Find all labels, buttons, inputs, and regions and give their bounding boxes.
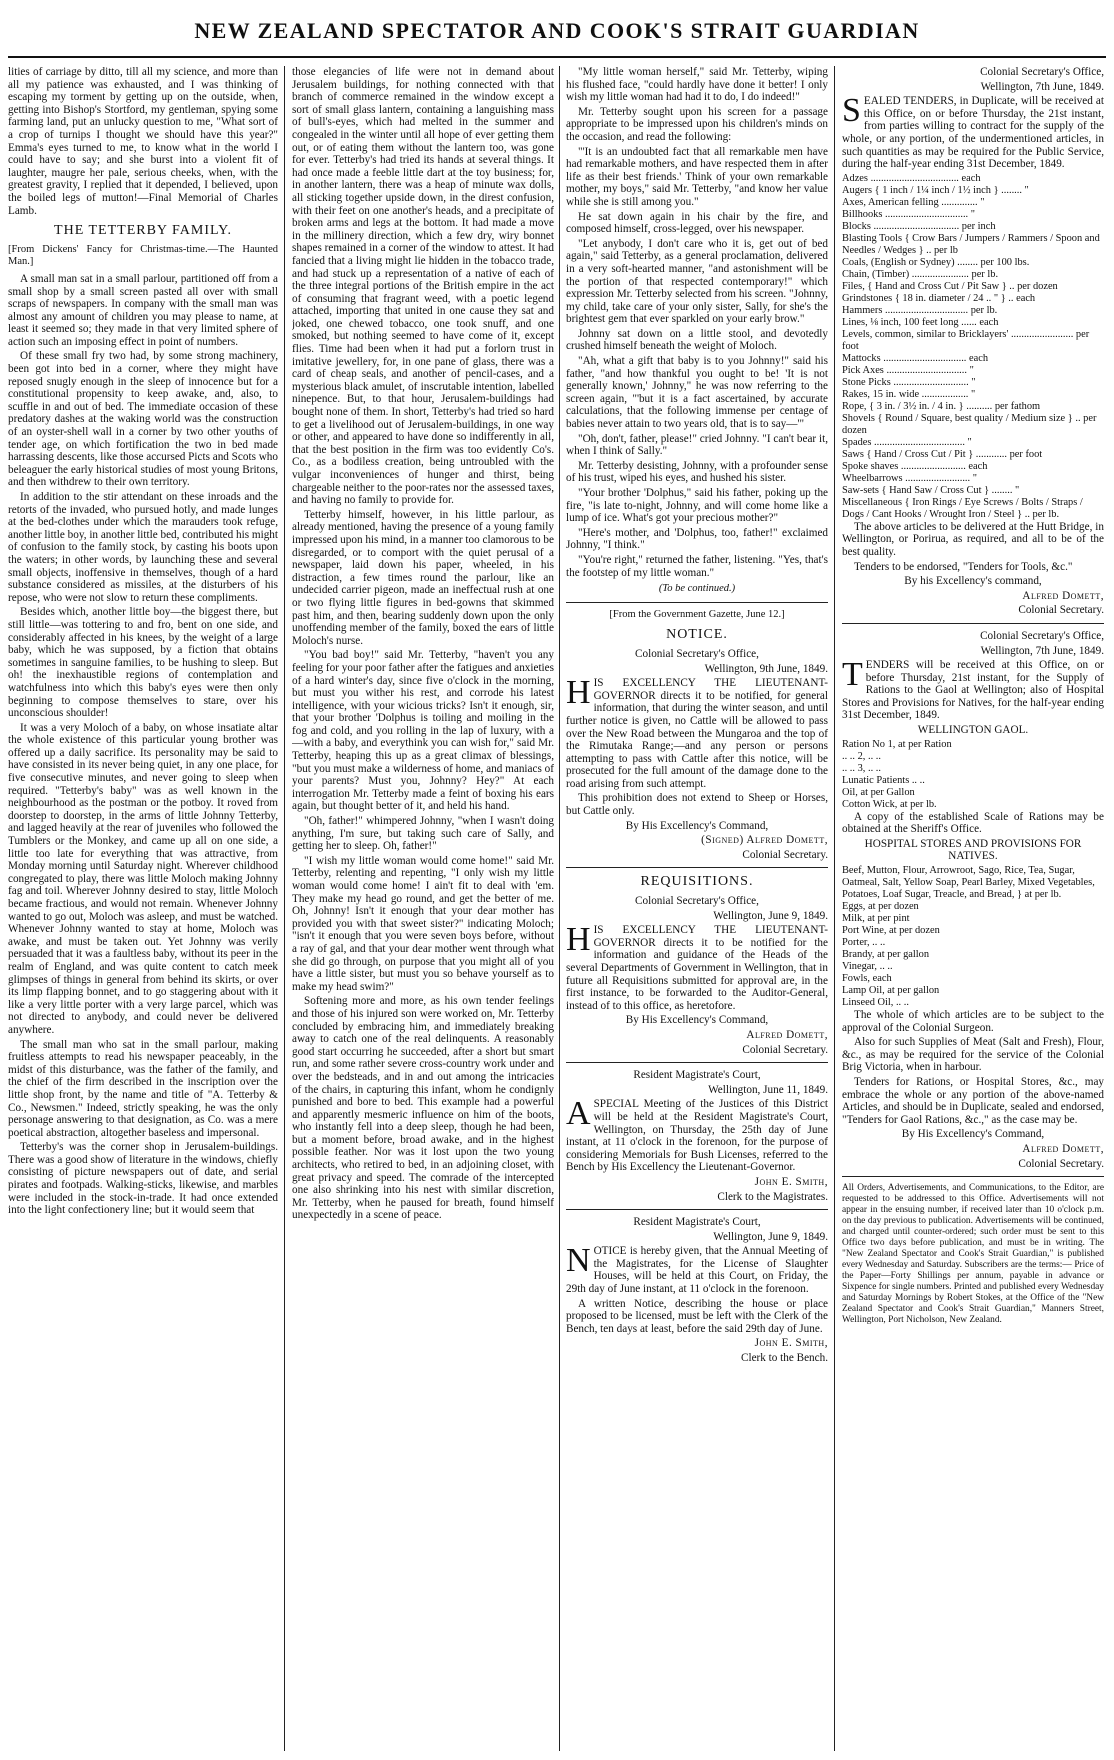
to-be-continued: (To be continued.) bbox=[658, 583, 736, 595]
paragraph: "Your brother 'Dolphus," said his father, poking up the fire, "is late to-night, Johnny, and will come home like a lump of ice. What's got your precious mother?" bbox=[566, 487, 828, 525]
court-signature: John E. Smith, bbox=[754, 1337, 828, 1350]
list-item: Port Wine, at per dozen bbox=[842, 925, 940, 937]
list-item: Saw-sets { Hand Saw / Cross Cut } ........ " bbox=[842, 484, 1020, 496]
list-item: Axes, American felling .............. " bbox=[842, 196, 985, 208]
court-name: Resident Magistrate's Court, bbox=[633, 1216, 761, 1229]
notice-body: This prohibition does not extend to Sheep or Horses, but Cattle only. bbox=[566, 792, 828, 818]
paragraph: The small man who sat in the small parlour, making fruitless attempts to read his newspaper peaceably, in the midst of this disturbance, was the father of the family, and the chief of the firm described in the inscription over the little shop front, by the name and title of "A. Tetterby & Co., Newsmen." Indeed, strictly speaking, he was the only personage answering to that designation, as Co. was a mere poetical abstraction, altogether baseless and impersonal. bbox=[8, 1038, 278, 1139]
drop-cap: T bbox=[842, 656, 863, 694]
req-date: Wellington, June 9, 1849. bbox=[713, 909, 828, 922]
paragraph: "Oh, father!" whimpered Johnny, "when I wasn't doing anything, I'm sure, but taking such care of Sally, and getting her to sleep. Oh, father!" bbox=[292, 815, 554, 853]
list-item: Shovels { Round / Square, best quality / Medium size } .. per dozen bbox=[842, 412, 1097, 436]
column-divider bbox=[834, 66, 835, 1751]
column-1 bbox=[8, 66, 278, 1746]
gaol-note: A copy of the established Scale of Rations may be obtained at the Sheriff's Office. bbox=[842, 810, 1104, 836]
paragraph: Besides which, another little boy—the biggest there, but still little—was tottering to and fro, bent on one side, and considerably affected in his knees, by the weight of a large baby, which he was supposed, by a fiction that obtains sometimes in sanguine families, to be hushing to sleep. But oh! the inexhaustible regions of contemplation and watchfulness into which this baby's eyes were then only beginning to compose themselves to stare, over his unconscious shoulder! bbox=[8, 606, 278, 720]
tender-signature: Alfred Domett, bbox=[1022, 589, 1104, 602]
paragraph: Tetterby himself, however, in his little parlour, as already mentioned, having the presence of a young family impressed upon his mind, in a manner too clamorous to be disregarded, or to comport with the quiet perusal of a newspaper, laid down his paper, wheeled, in his distraction, a few times round the parlour, like an undecided carrier pigeon, made an ineffectual rush at one or two flying little figures in bed-gowns that skimmed past him, and then, bearing suddenly down upon the only unoffending member of the family, boxed the ears of little Moloch's nurse. bbox=[292, 508, 554, 647]
paragraph: "I wish my little woman would come home!" said Mr. Tetterby, relenting and repenting, "I only wish my little woman would come home! I ain't fit to deal with 'em. They make my head go round, and get the better of me. Oh, Johnny! Isn't it enough that your dear mother has provided you with that sweet sister?" indicating Moloch; "isn't it enough that you were seven boys before, without a ray of gal, and that your dear mother went through what she did go through, on purpose that you might all of you have a little sister, but must you so behave yourself as to make my head swim?" bbox=[292, 854, 554, 993]
list-item: Spades ................................... " bbox=[842, 436, 972, 448]
list-item: Cotton Wick, at per lb. bbox=[842, 798, 937, 810]
notice-heading: NOTICE. bbox=[666, 627, 728, 643]
req-command: By His Excellency's Command, bbox=[625, 1014, 769, 1027]
notice-signature: (Signed) Alfred Domett, bbox=[701, 834, 828, 847]
list-item: Grindstones { 18 in. diameter / 24 .. " } .. each bbox=[842, 292, 1036, 304]
list-item: Ration No 1, at per Ration bbox=[842, 738, 952, 750]
tender-command: By his Excellency's command, bbox=[904, 575, 1042, 588]
list-item: Augers { 1 inch / 1¼ inch / 1½ inch } ........ " bbox=[842, 184, 1029, 196]
paragraph: It was a very Moloch of a baby, on whose insatiate altar the whole existence of this particular young brother was offered up a daily sacrifice. Its personality may be said to have consisted in its never being quiet, in any one place, for five consecutive minutes, and never going to sleep when required. "Tetterby's baby" was as well known in the neighbourhood as the postman or the potboy. It roved from doorstep to doorstep, in the arms of little Johnny Tetterby, and lagged heavily at the rear of juveniles who followed the Tumblers or the Monkey, and came up all on one side, a little too late for everything that was attractive, from Monday morning until Saturday night. Wherever childhood congregated to play, there was little Moloch making Johnny fag and toil. Wherever Johnny desired to stay, little Moloch became fractious, and would not remain. Whenever Johnny wanted to go out, Moloch was asleep, and must be watched. Whenever Johnny wanted to stay at home, Moloch was awake, and must be taken out. Yet Johnny was verily persuaded that it was a faultless baby, without its peer in the realm of England, and was quite content to catch meek glimpses of things in general from behind its skirts, or over its limp flapping bonnet, and to go staggering about with it like a very little porter with a very large parcel, which was not directed to anybody, and could never be delivered anywhere. bbox=[8, 721, 278, 1036]
lamb-excerpt: lities of carriage by ditto, till all my science, and more than all my patience was exhausted, and I was thinking of escaping my torment by getting up on the outside, when, getting into Bishop's Stortford, my gentleman, spying some farming land, put an unlucky question to me, "What sort of a crop of turnips I thought we should have this year?" Emma's eyes turned to me, to know what in the world I could have to say; and she burst into a violent fit of laughter, maugre her pale, serious cheeks, when, with the greatest gravity, I replied that it depended, I believed, upon the boiled legs of mutton!—Final Memorial of Charles Lamb. bbox=[8, 66, 278, 217]
tender-office: Colonial Secretary's Office, bbox=[980, 66, 1104, 78]
masthead-rule bbox=[8, 56, 1106, 58]
tender-date: Wellington, 7th June, 1849. bbox=[980, 644, 1104, 657]
gaol-heading: WELLINGTON GAOL. bbox=[917, 724, 1029, 737]
article-source: [From Dickens' Fancy for Christmas-time.—The Haunted Man.] bbox=[8, 243, 278, 268]
list-item: Brandy, at per gallon bbox=[842, 949, 930, 961]
separator bbox=[566, 602, 828, 603]
list-item: Porter, .. .. bbox=[842, 937, 886, 949]
notice-title: Colonial Secretary. bbox=[742, 848, 828, 861]
masthead: NEW ZEALAND SPECTATOR AND COOK'S STRAIT GUARDIAN bbox=[194, 18, 920, 43]
notice-office: Colonial Secretary's Office, bbox=[635, 647, 759, 660]
req-title: Colonial Secretary. bbox=[742, 1043, 828, 1056]
list-item: Files, { Hand and Cross Cut / Pit Saw } .. per dozen bbox=[842, 280, 1058, 292]
gazette-source: [From the Government Gazette, June 12.] bbox=[609, 608, 785, 620]
list-item: Lines, ⅛ inch, 100 feet long ...... each bbox=[842, 316, 999, 328]
court-title: Clerk to the Magistrates. bbox=[717, 1190, 828, 1203]
list-item: Hammers ................................ per lb. bbox=[842, 304, 998, 316]
drop-cap: N bbox=[566, 1242, 591, 1280]
paragraph: "Ah, what a gift that baby is to you Johnny!" said his father, "and how thankful you ought to be! 'It is not generally known,' Johnny," he was now referring to the screen again, "'but it is a fact ascertained, by accurate calculations, that the following immense per centage of babies never attain to two years old, that is to say—'" bbox=[566, 355, 828, 431]
requisitions-heading: REQUISITIONS. bbox=[640, 874, 754, 890]
list-item: Beef, Mutton, Flour, Arrowroot, Sago, Rice, Tea, Sugar, Oatmeal, Salt, Yellow Soap, Pearl Barley, Mixed Vegetables, Potatoes, Loaf Sugar, Treacle, and Bread, } at per lb. bbox=[842, 865, 1095, 901]
paragraph: "Let anybody, I don't care who it is, get out of bed again," said Tetterby, as a general proclamation, delivered in a very soft-hearted manner, "and astonishment will be the portion of that respected contemporary!" which expression Mr. Tetterby selected from his screen. "Johnny, my child, take care of your only sister, Sally, for she's the brightest gem that ever sparkled on your early brow." bbox=[566, 237, 828, 326]
paragraph: Mr. Tetterby desisting, Johnny, with a profounder sense of his trust, wiped his eyes, and hushed his sister. bbox=[566, 459, 828, 485]
column-2 bbox=[292, 66, 554, 1746]
paragraph: "Oh, don't, father, please!" cried Johnny. "I can't bear it, when I think of Sally." bbox=[566, 432, 828, 458]
paragraph: Of these small fry two had, by some strong machinery, been got into bed in a corner, where they might have reposed snugly enough in the sleep of innocence but for a constitutional propensity to keep awake, and, also, to scuffle in and out of bed. The immediate occasion of these predatory dashes at the waking world was the construction of an oyster-shell wall in a corner by two other youths of tender age, on which fortification the two in bed made harrassing descents, like those accursed Picts and Scots who beleaguer the early historical studies of most young Britons, and then withdrew to their own territory. bbox=[8, 350, 278, 489]
paragraph: In addition to the stir attendant on these inroads and the retorts of the invaded, who pursued hotly, and made lunges at the bed-clothes under which the marauders took refuge, another little boy, in another little bed, contributed his might of confusion to the family stock, by casting his boots upon the waters; in other words, by launching these and several small objects, inoffensive in themselves, though of a hard substance considered as missiles, at the disturbers of his repose, who were not slow to return these compliments. bbox=[8, 491, 278, 604]
list-item: .. .. 3, .. .. bbox=[842, 762, 881, 774]
list-item: Miscellaneous { Iron Rings / Eye Screws / Bolts / Straps / Dogs / Cant Hooks / Wrought Iron / Steel } .. per lb. bbox=[842, 496, 1083, 520]
drop-cap: H bbox=[566, 921, 591, 959]
drop-cap: H bbox=[566, 674, 591, 712]
req-body: IS EXCELLENCY THE LIEUTENANT-GOVERNOR directs it to be notified for the information and guidance of the Heads of the several Departments of Government in Wellington, that in future all Requisitions submitted for approval are, in the first instance, to be forwarded to the Auditor-General, instead of to this office, as heretofore. bbox=[566, 924, 828, 1012]
tender-date: Wellington, 7th June, 1849. bbox=[980, 80, 1104, 93]
court-body: SPECIAL Meeting of the Justices of this District will be held at the Resident Magistrate's Court, Wellington, on Thursday, the 25th day of June instant, at 11 o'clock in the forenoon, for the purpose of considering Memorials for Bush Licenses, referred to the Bench by His Excellency the Lieutenant-Governor. bbox=[566, 1098, 828, 1174]
column-divider bbox=[559, 66, 560, 1751]
list-item: Rakes, 15 in. wide .................. " bbox=[842, 388, 976, 400]
list-item: Oil, at per Gallon bbox=[842, 786, 915, 798]
separator bbox=[566, 1062, 828, 1063]
tender-body: Tenders to be endorsed, "Tenders for Tools, &c." bbox=[854, 560, 1073, 573]
tender-title: Colonial Secretary. bbox=[1018, 1157, 1104, 1170]
court-name: Resident Magistrate's Court, bbox=[633, 1069, 761, 1082]
list-item: Coals, (English or Sydney) ........ per 100 lbs. bbox=[842, 256, 1030, 268]
tender-body: The above articles to be delivered at the Hutt Bridge, in Wellington, or Porirua, as required, and all to be of the best quality. bbox=[842, 520, 1104, 558]
column-4 bbox=[842, 66, 1104, 1746]
paragraph: Softening more and more, as his own tender feelings and those of his injured son were worked on, Mr. Tetterby concluded by embracing him, and immediately breaking away to catch one of the real delinquents. A reasonably good start occurring he succeeded, after a short but smart run, and some rather severe cross-country work under and over the bedsteads, and in and out among the intricacies of the chairs, in capturing this infant, whom he condignly punished and bore to bed. This example had a powerful and apparently mesmeric influence on him of the boots, who instantly fell into a deep sleep, though he had been, but a moment before, broad awake, and in the highest possible feather. Nor was it lost upon the two young architects, who retired to bed, in an adjoining closet, with great privacy and speed. The comrade of the intercepted one also shrinking into his nest with similar discretion, Mr. Tetterby, when he paused for breath, found himself unexpectedly in a scene of peace. bbox=[292, 995, 554, 1222]
notice-command: By His Excellency's Command, bbox=[625, 819, 769, 832]
tender-body: ENDERS will be received at this Office, on or before Thursday, 21st instant, for the Supply of Rations to the Gaol at Wellington; also of Hospital Stores and Provisions for Natives, for the half-year ending 31st December, 1849. bbox=[842, 659, 1104, 722]
list-item: Rope, { 3 in. / 3½ in. / 4 in. } .......... per fathom bbox=[842, 400, 1041, 412]
column-divider bbox=[284, 66, 285, 1751]
list-item: Blasting Tools { Crow Bars / Jumpers / Rammers / Spoon and Needles / Wedges } .. per lb bbox=[842, 232, 1100, 256]
list-item: Milk, at per pint bbox=[842, 913, 910, 925]
tender-title: Colonial Secretary. bbox=[1018, 604, 1104, 617]
court-date: Wellington, June 9, 1849. bbox=[713, 1230, 828, 1243]
tender-office: Colonial Secretary's Office, bbox=[980, 629, 1104, 642]
list-item: Fowls, each bbox=[842, 973, 892, 985]
list-item: .. .. 2, .. .. bbox=[842, 750, 881, 762]
separator bbox=[566, 867, 828, 868]
list-item: Vinegar, .. .. bbox=[842, 961, 893, 973]
paragraph: He sat down again in his chair by the fire, and composed himself, cross-legged, over his newspaper. bbox=[566, 210, 828, 236]
list-item: Billhooks ................................ " bbox=[842, 208, 975, 220]
article-heading: THE TETTERBY FAMILY. bbox=[54, 223, 232, 239]
meat-note: Also for such Supplies of Meat (Salt and Fresh), Flour, &c., as may be required for the service of the Colonial Brig Victoria, when in harbour. bbox=[842, 1036, 1104, 1074]
req-signature: Alfred Domett, bbox=[746, 1028, 828, 1041]
drop-cap: A bbox=[566, 1095, 591, 1133]
list-item: Levels, common, similar to Bricklayers' ........................ per foot bbox=[842, 328, 1090, 352]
tender-command: By His Excellency's Command, bbox=[901, 1128, 1045, 1141]
list-item: Adzes .................................. each bbox=[842, 172, 981, 184]
list-item: Linseed Oil, .. .. bbox=[842, 997, 909, 1009]
paragraph: "Here's mother, and 'Dolphus, too, father!" exclaimed Johnny, "I think." bbox=[566, 526, 828, 552]
list-item: Saws { Hand / Cross Cut / Pit } ............ per foot bbox=[842, 448, 1043, 460]
list-item: Chain, (Timber) ...................... per lb. bbox=[842, 268, 999, 280]
court-title: Clerk to the Bench. bbox=[741, 1352, 828, 1365]
separator bbox=[842, 1176, 1104, 1177]
notice-body: IS EXCELLENCY THE LIEUTENANT-GOVERNOR directs it to be notified, for general information, that during the winter season, and until further notice is given, no Cattle will be allowed to pass over the New Road between the Mungaroa and the top of the Rimutaka Range;—and any person or persons attempting to pass with Cattle after this notice, will be prosecuted for the full amount of the damage done to the road arising from such attempt. bbox=[566, 677, 828, 790]
hospital-heading: HOSPITAL STORES AND PROVISIONS FOR NATIVES. bbox=[864, 837, 1082, 863]
court-signature: John E. Smith, bbox=[754, 1175, 828, 1188]
separator bbox=[566, 1209, 828, 1210]
tender-body: EALED TENDERS, in Duplicate, will be received at this Office, on or before Thursday, the 21st instant, from parties willing to contract for the supply of the whole, or any portion, of the undermentioned articles, in such quantities as may be required for the Public Service, during the half-year ending 31st December, 1849. bbox=[842, 95, 1104, 171]
tender-signature: Alfred Domett, bbox=[1022, 1142, 1104, 1155]
separator bbox=[842, 623, 1104, 624]
imprint: All Orders, Advertisements, and Communications, to the Editor, are requested to be addressed to this Office. Advertisements will not appear in the ensuing number, if received later than 10 o'clock p.m. on the day previous to publication. Advertisements will be continued, and charged until counter-ordered; such order must be sent to this Office two days before publication, and must be in writing. The "New Zealand Spectator and Cook's Strait Guardian," is published every Wednesday and Saturday. Subscribers are the terms:— Price of the Paper—Forty Shillings per annum, payable in advance or Sixpence for single numbers. Printed and published every Wednesday and Saturday Mornings by Robert Stokes, at the Office of the "New Zealand Spectator and Cook's Strait Guardian," Manners Street, Wellington, Port Nicholson, New Zealand. bbox=[842, 1183, 1104, 1326]
tender-note: Tenders for Rations, or Hospital Stores, &c., may embrace the whole or any portion of the above-named Articles, and should be in Duplicate, sealed and endorsed, "Tenders for Gaol Rations, &c.," as the case may be. bbox=[842, 1076, 1104, 1126]
list-item: Pick Axes ............................... " bbox=[842, 364, 974, 376]
court-body: A written Notice, describing the house or place proposed to be licensed, must be left with the Clerk of the Bench, ten days at least, before the said 29th day of June. bbox=[566, 1297, 828, 1335]
list-item: Stone Picks ............................. " bbox=[842, 376, 976, 388]
court-body: OTICE is hereby given, that the Annual Meeting of the Magistrates, for the License of Slaughter Houses, will be held at this Court, on Friday, the 29th day of June instant, at 11 o'clock in the forenoon. bbox=[566, 1245, 828, 1296]
notice-date: Wellington, 9th June, 1849. bbox=[704, 662, 828, 675]
list-item: Wheelbarrows ......................... " bbox=[842, 472, 977, 484]
list-item: Mattocks ................................ each bbox=[842, 352, 989, 364]
list-item: Lunatic Patients .. .. bbox=[842, 774, 925, 786]
paragraph: "You're right," returned the father, listening. "Yes, that's the footstep of my little woman." bbox=[566, 553, 828, 579]
paragraph: Tetterby's was the corner shop in Jerusalem-buildings. There was a good show of literature in the windows, chiefly consisting of picture newspapers out of date, and serial pirates and footpads. Walking-sticks, likewise, and marbles were included in the stock-in-trade. It had once extended into the light confectionery line; but it would seem that bbox=[8, 1141, 278, 1217]
paragraph: A small man sat in a small parlour, partitioned off from a small shop by a small screen pasted all over with small scraps of newspapers. In company with the small man was almost any amount of children you may please to name, at least it seemed so; they made in that very limited sphere of action such an imposing effect in point of numbers. bbox=[8, 272, 278, 348]
paragraph: those elegancies of life were not in demand about Jerusalem buildings, for nothing connected with that branch of commerce remained in the window except a sort of small glass lantern, containing a languishing mass of bull's-eyes, which had melted in the summer and congealed in the winter until all hope of ever getting them out, or of eating them without the lantern too, was gone for ever. Tetterby's had tried its hands at several things. It had once made a feeble little dart at the toy business; for, in another lantern, there was a heap of minute wax dolls, all sticking together upside down, in the direst confusion, with their feet on one another's heads, and a precipitate of broken arms and legs at the bottom. It had made a move in the millinery direction, which a few dry, wiry bonnet shapes remained in a corner of the window to attest. It had fancied that a living might lie hidden in the tobacco trade, and had stuck up a representation of a native of each of the three integral portions of the British empire in the act of consuming that fragrant weed, with a poetic legend attached, importing that united in one cause they sat and joked, one chewed tobacco, one took snuff, and one smoked, but nothing seemed to have come of it, except flies. Time had been when it had put a forlorn trust in imitative jewellery, for, in one pane of glass, there was a card of cheap seals, and another of pencil-cases, and a mysterious black amulet, of inscrutable intention, labelled ninepence. But, to that hour, Jerusalem-buildings had bought none of them. In short, Tetterby's had tried so hard to get a livelihood out of Jerusalem-buildings, in one way or other, and appeared to have done so indifferently in all, that the best position in the firm was too evidently Co's. Co., as a bodiless creation, being untroubled with the vulgar inconveniences of hunger and thirst, being chargeable neither to the poor-rates nor the assessed taxes, and having no family to provide for. bbox=[292, 66, 554, 507]
paragraph: "My little woman herself," said Mr. Tetterby, wiping his flushed face, "could hardly have done it better! I only wish my little woman had had it to do, I do indeed!" bbox=[566, 66, 828, 104]
req-office: Colonial Secretary's Office, bbox=[635, 895, 759, 908]
drop-cap: S bbox=[842, 92, 861, 130]
column-3 bbox=[566, 66, 828, 1746]
paragraph: Johnny sat down on a little stool, and devotedly crushed himself beneath the weight of Moloch. bbox=[566, 327, 828, 353]
list-item: Blocks ................................. per inch bbox=[842, 220, 996, 232]
list-item: Eggs, at per dozen bbox=[842, 901, 919, 913]
hospital-note: The whole of which articles are to be subject to the approval of the Colonial Surgeon. bbox=[842, 1009, 1104, 1034]
list-item: Lamp Oil, at per gallon bbox=[842, 985, 940, 997]
court-date: Wellington, June 11, 1849. bbox=[708, 1083, 828, 1096]
list-item: Spoke shaves ......................... each bbox=[842, 460, 988, 472]
tender-items-list bbox=[842, 173, 1104, 521]
paragraph: Mr. Tetterby sought upon his screen for a passage appropriate to be impressed upon his children's minds on the occasion, and read the following: bbox=[566, 105, 828, 143]
paragraph: "You bad boy!" said Mr. Tetterby, "haven't you any feeling for your poor father after the fatigues and anxieties of a hard winter's day, since five o'clock in the morning, but must you wither his rest, and corrode his latest intelligence, with your wicious tricks? Isn't it enough, sir, that your brother 'Dolphus is toiling and moiling in the fog and cold, and you rolling in the lap of luxury, with a—with a baby, and everythink you can wish for," said Mr. Tetterby, heaping this up as a great climax of blessings, "but you must make a wilderness of home, and maniacs of your parents? Must you, Johnny? Hey?" At each interrogation Mr. Tetterby made a feint of boxing his ears again, but thought better of it, and held his hand. bbox=[292, 649, 554, 813]
paragraph: "'It is an undoubted fact that all remarkable men have had remarkable mothers, and have respected them in after life as their best friends.' Think of your own remarkable mother, my boys," said Mr. Tetterby, "and know her value while she is still among you." bbox=[566, 145, 828, 208]
